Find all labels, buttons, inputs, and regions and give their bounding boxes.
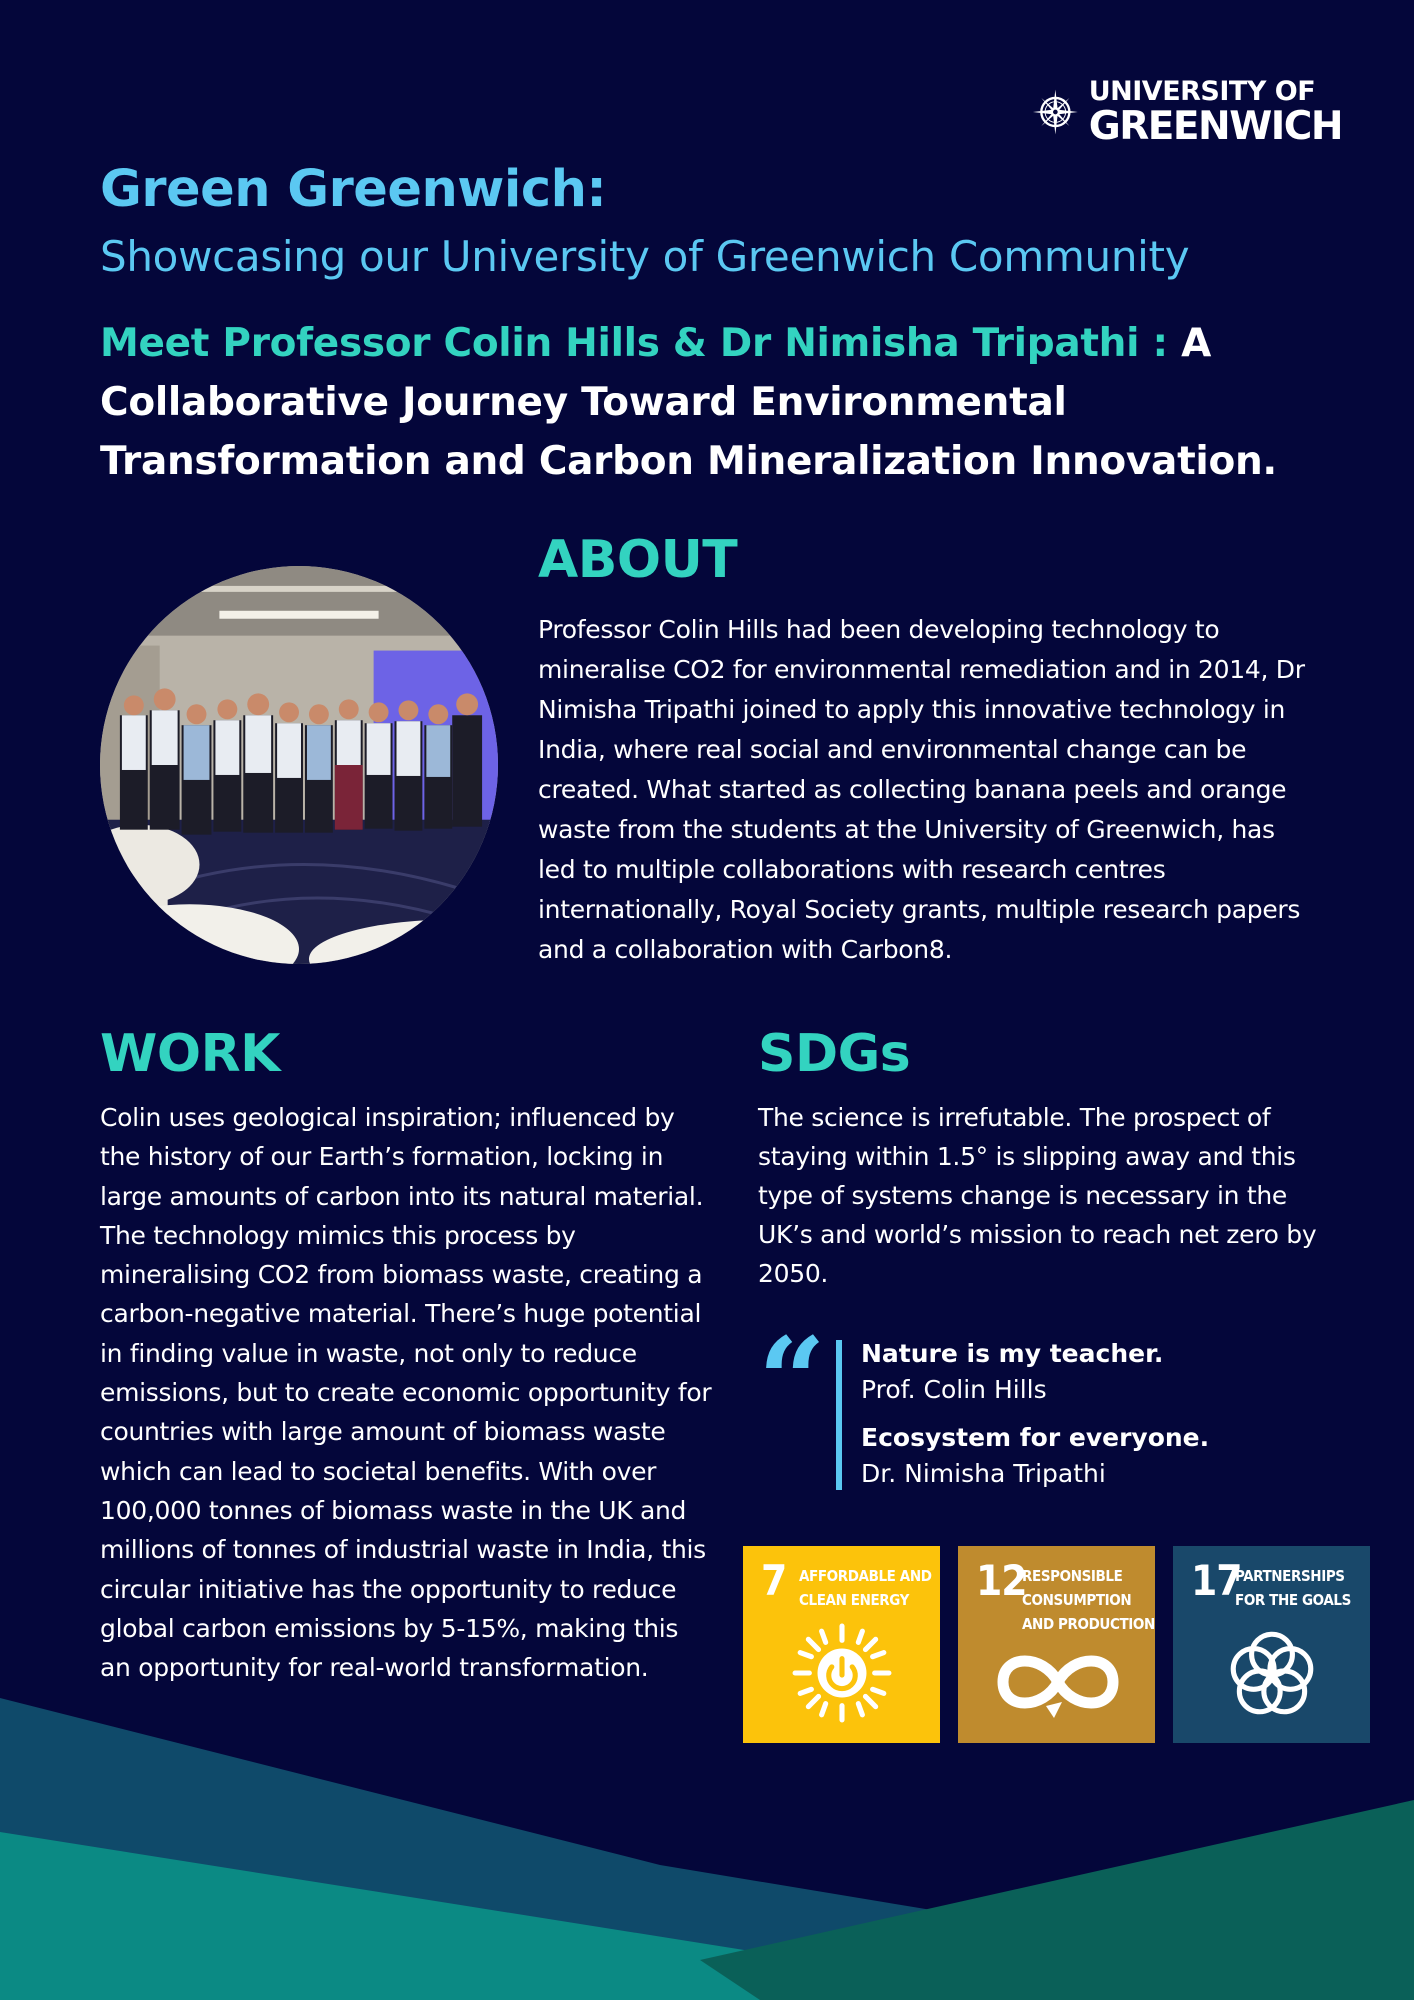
about-body: Professor Colin Hills had been developing technology to mineralise CO2 for environmental remediation and in 2014, Dr Nimisha Tripathi joined to apply this innovative technology in India, where real social and environmental change can be created. What started as collecting banana peels and orange waste from the students at the University of Greenwich, has led to multiple collaborations with research centres internationally, Royal Society grants, multiple research papers and a collaboration with Carbon8. <box>538 615 1305 964</box>
sdg-number: 17 <box>1191 1556 1242 1605</box>
sdgs-heading: SDGs <box>758 1024 911 1084</box>
about-heading: ABOUT <box>538 530 738 590</box>
sdgs-body: The science is irrefutable. The prospect of staying within 1.5° is slipping away and this type of systems change is necessary in the UK’s and world’s mission to reach net zero by 2050. <box>758 1103 1317 1288</box>
sdg-number: 12 <box>976 1556 1027 1605</box>
compass-rose-icon <box>1032 66 1079 158</box>
sdg-label: RESPONSIBLE CONSUMPTION AND PRODUCTION <box>1022 1567 1155 1633</box>
sdg-tile-7 <box>743 1546 940 1743</box>
sdg-tile-17 <box>1173 1546 1370 1743</box>
sdg-label: PARTNERSHIPS FOR THE GOALS <box>1235 1567 1351 1609</box>
headline-rest: A Collaborative Journey Toward Environmental Transformation and Carbon Mineralization Innovation. <box>100 321 1277 484</box>
quote-mark-icon: “ <box>758 1311 826 1450</box>
quote-text-2: Ecosystem for everyone. <box>861 1423 1210 1452</box>
sun-power-icon <box>791 1622 893 1724</box>
group-photo <box>100 566 498 964</box>
sdg-tiles <box>743 1546 1370 1743</box>
page-subtitle: Showcasing our University of Greenwich Community <box>100 232 1190 281</box>
university-logo <box>1032 66 1342 158</box>
sdg-number: 7 <box>761 1556 787 1605</box>
rings-icon <box>1221 1622 1323 1724</box>
quote-divider <box>836 1340 842 1490</box>
sdg-label: AFFORDABLE AND CLEAN ENERGY <box>799 1567 932 1609</box>
work-body: Colin uses geological inspiration; influenced by the history of our Earth’s formation, locking in large amounts of carbon into its natural material. The technology mimics this process by mineralising CO2 from biomass waste, creating a carbon-negative material. There’s huge potential in finding value in waste, not only to reduce emissions, but to create economic opportunity for countries with large amount of biomass waste which can lead to societal benefits. With over 100,000 tonnes of biomass waste in the UK and millions of tonnes of industrial waste in India, this circular initiative has the opportunity to reduce global carbon emissions by 5-15%, making this an opportunity for real-world transformation. <box>100 1103 712 1683</box>
logo-line-2: GREENWICH <box>1088 104 1342 149</box>
work-heading: WORK <box>100 1024 280 1084</box>
page-title: Green Greenwich: <box>100 160 607 219</box>
quote-author-2: Dr. Nimisha Tripathi <box>861 1459 1106 1488</box>
quote-block <box>758 1311 1358 1492</box>
headline <box>100 314 1360 491</box>
quote-text-1: Nature is my teacher. <box>861 1339 1164 1368</box>
headline-names: Meet Professor Colin Hills & Dr Nimisha Tripathi : <box>100 321 1168 366</box>
sdg-tile-12 <box>958 1546 1155 1743</box>
infinity-icon <box>988 1632 1128 1732</box>
quote-author-1: Prof. Colin Hills <box>861 1375 1047 1404</box>
logo-line-1: UNIVERSITY OF <box>1088 76 1316 107</box>
